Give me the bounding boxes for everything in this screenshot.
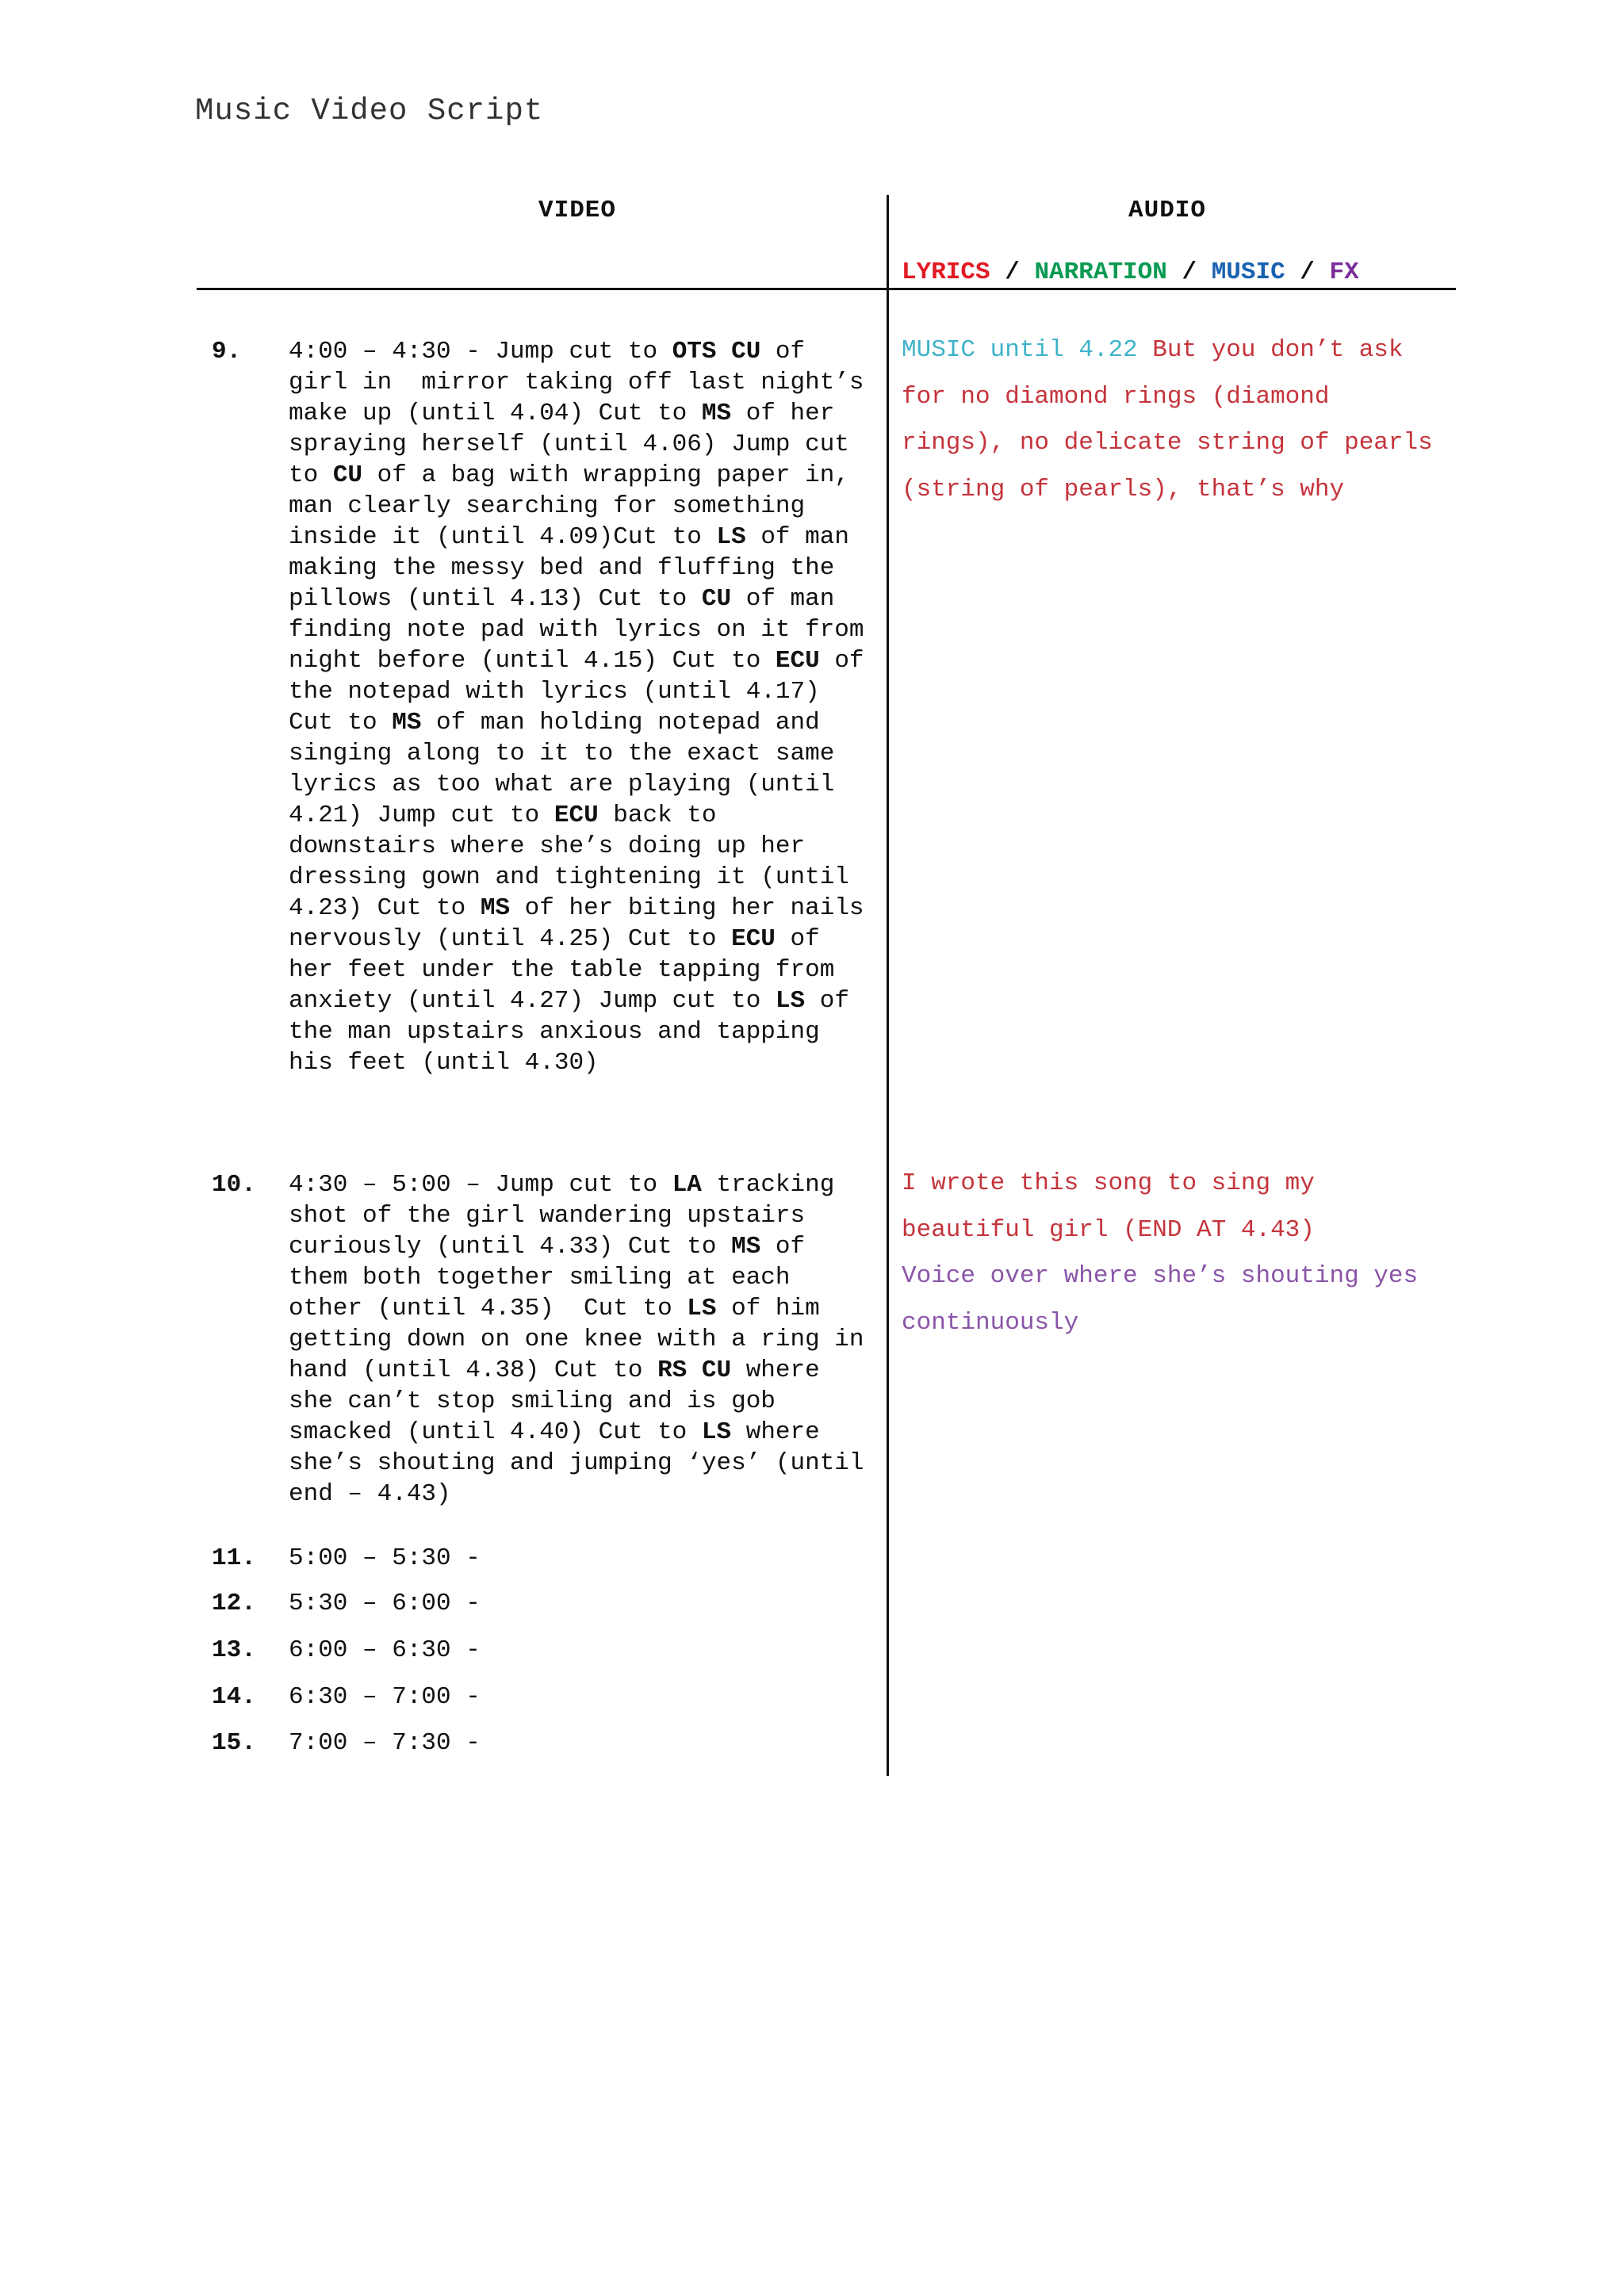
video-description — [289, 1543, 872, 1574]
shot-type: RS CU — [657, 1357, 732, 1384]
shot-type: OTS CU — [672, 338, 761, 365]
shot-type: MS — [731, 1233, 761, 1261]
legend-separator: / — [1166, 258, 1212, 286]
video-description — [289, 1588, 872, 1619]
description-text: of man holding notepad and singing along to it to the exact same lyrics as too what are playing (until 4.21) Jump cut to — [289, 709, 849, 829]
description-text: tracking shot of the girl wandering upstairs curiously (until 4.33) Cut to — [289, 1171, 849, 1261]
description-text: of a bag with wrapping paper in, man clearly searching for something inside it (until 4.09)Cut to — [289, 461, 864, 551]
audio-music-text: MUSIC until 4.22 — [902, 336, 1138, 364]
description-text: 6:30 – 7:00 - — [289, 1683, 481, 1711]
description-text: back to downstairs where she’s doing up her dressing gown and tightening it (until 4.23) Cut to — [289, 802, 864, 922]
description-text: 6:00 – 6:30 - — [289, 1636, 481, 1664]
audio-cell — [902, 327, 1448, 513]
video-description — [289, 1635, 872, 1666]
description-text: 4:30 – 5:00 – Jump cut to — [289, 1171, 672, 1199]
shot-type: MS — [392, 709, 422, 737]
shot-type: ECU — [775, 647, 820, 675]
row-number: 9. — [212, 338, 242, 365]
legend-narration: NARRATION — [1034, 258, 1167, 286]
header-audio: AUDIO — [1128, 197, 1207, 224]
audio-cell — [902, 1161, 1441, 1346]
shot-type: LS — [687, 1295, 717, 1322]
video-description — [289, 336, 879, 1078]
shot-type: ECU — [731, 925, 776, 953]
description-text: 4:00 – 4:30 - Jump cut to — [289, 338, 672, 365]
video-description — [289, 1728, 872, 1758]
description-text: 5:00 – 5:30 - — [289, 1544, 481, 1572]
row-number: 10. — [212, 1171, 256, 1199]
audio-lyric-text: I wrote this song to sing my beautiful girl (END AT 4.43) — [902, 1169, 1330, 1244]
page-title: Music Video Script — [195, 94, 544, 128]
description-text: of man making the messy bed and fluffing the pillows (until 4.13) Cut to — [289, 523, 864, 613]
legend-music: MUSIC — [1211, 258, 1285, 286]
description-text: of her feet under the table tapping from anxiety (until 4.27) Jump cut to — [289, 925, 849, 1015]
shot-type: ECU — [553, 802, 599, 829]
description-text: 5:30 – 6:00 - — [289, 1590, 481, 1617]
shot-type: LS — [701, 1418, 732, 1446]
legend-separator: / — [1285, 258, 1330, 286]
description-text: of girl in mirror taking off last night’s make up (until 4.04) Cut to — [289, 338, 879, 427]
legend-lyrics: LYRICS — [902, 258, 990, 286]
video-description — [289, 1682, 872, 1712]
legend-separator: / — [990, 258, 1035, 286]
description-text: 7:00 – 7:30 - — [289, 1729, 481, 1757]
row-number: 11. — [212, 1544, 256, 1572]
header-rule — [197, 288, 1456, 290]
legend-fx: FX — [1329, 258, 1359, 286]
shot-type: MS — [480, 894, 511, 922]
shot-type: LA — [672, 1171, 702, 1199]
description-text: of him getting down on one knee with a ring in hand (until 4.38) Cut to — [289, 1295, 879, 1384]
shot-type: CU — [332, 461, 363, 489]
audio-narr-text: Voice over where she’s shouting yes continuously — [902, 1262, 1419, 1337]
row-number: 14. — [212, 1683, 256, 1711]
description-text: of man finding note pad with lyrics on it from night before (until 4.15) Cut to — [289, 585, 879, 675]
shot-type: LS — [775, 987, 806, 1015]
column-divider — [887, 195, 889, 1776]
row-number: 15. — [212, 1729, 256, 1757]
description-text: of the notepad with lyrics (until 4.17) Cut to — [289, 647, 879, 737]
shot-type: MS — [701, 400, 732, 427]
row-number: 12. — [212, 1590, 256, 1617]
shot-type: CU — [701, 585, 732, 613]
description-text: where she’s shouting and jumping ‘yes’ (until end – 4.43) — [289, 1418, 879, 1508]
description-text: where she can’t stop smiling and is gob smacked (until 4.40) Cut to — [289, 1357, 835, 1446]
audio-legend — [902, 258, 1359, 286]
description-text: of the man upstairs anxious and tapping his feet (until 4.30) — [289, 987, 864, 1077]
description-text: of her spraying herself (until 4.06) Jump cut to — [289, 400, 864, 489]
description-text: of them both together smiling at each other (until 4.35) Cut to — [289, 1233, 820, 1322]
description-text: of her biting her nails nervously (until 4.25) Cut to — [289, 894, 879, 953]
video-description — [289, 1169, 879, 1510]
audio-lyric-text: But you don’t ask for no diamond rings (diamond rings), no delicate string of pearls (string of pearls), that’s why — [902, 336, 1448, 503]
shot-type: LS — [716, 523, 746, 551]
header-video: VIDEO — [538, 197, 617, 224]
row-number: 13. — [212, 1636, 256, 1664]
